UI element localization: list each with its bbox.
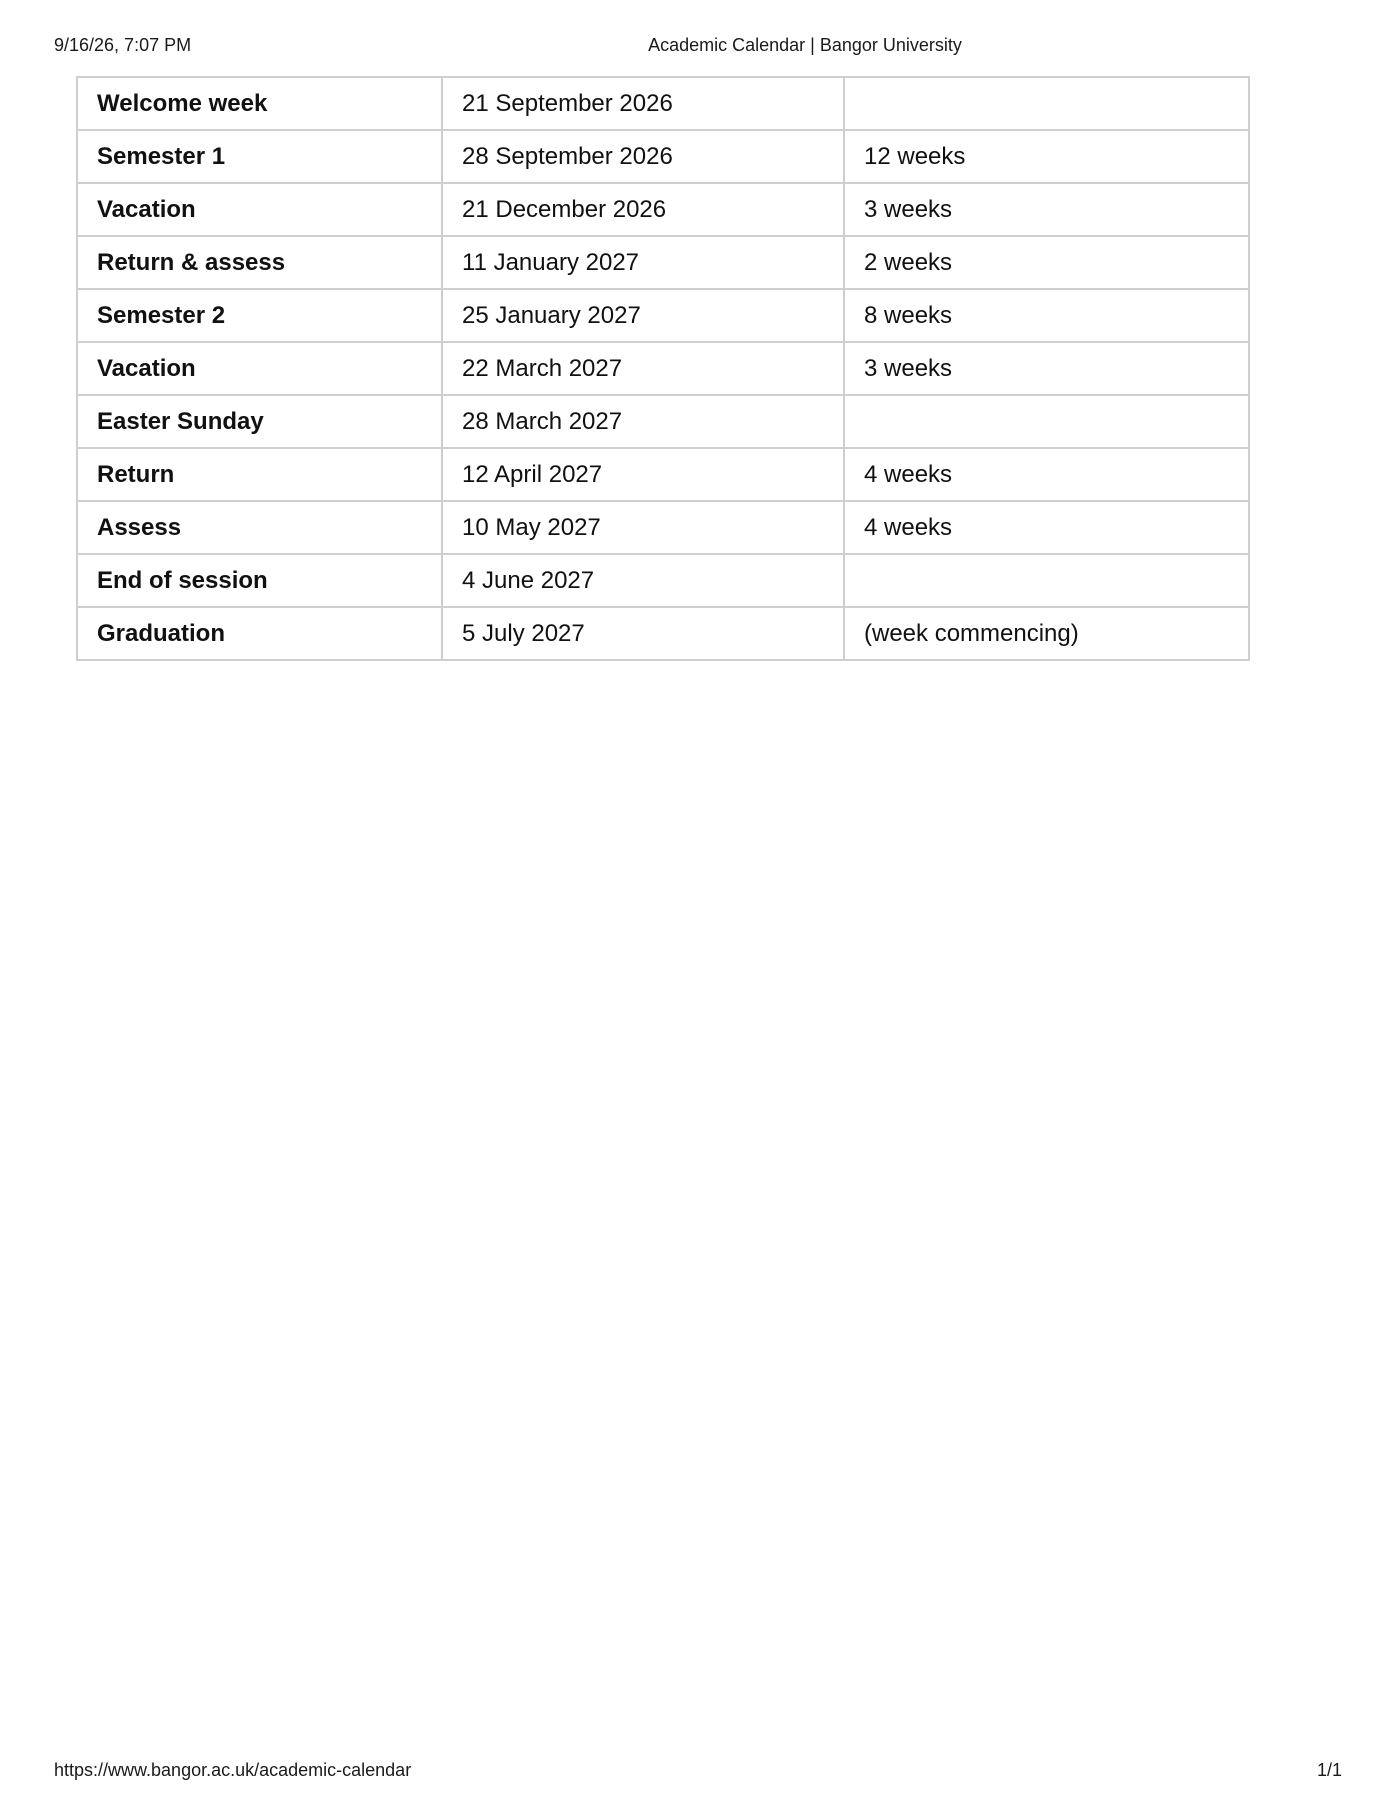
table-row [77,130,1249,183]
event-note [844,395,1249,448]
event-note [844,554,1249,607]
event-note: 3 weeks [844,342,1249,395]
print-url: https://www.bangor.ac.uk/academic-calendar [54,1760,412,1780]
table-row [77,448,1249,501]
event-date: 22 March 2027 [442,342,844,395]
table-row [77,554,1249,607]
event-date: 25 January 2027 [442,289,844,342]
event-label: Return [77,448,442,501]
table-row [77,77,1249,130]
event-date: 21 September 2026 [442,77,844,130]
event-date: 21 December 2026 [442,183,844,236]
event-note: 4 weeks [844,448,1249,501]
event-note: 12 weeks [844,130,1249,183]
event-label: Semester 2 [77,289,442,342]
event-label: Graduation [77,607,442,660]
event-note: 4 weeks [844,501,1249,554]
table-row [77,342,1249,395]
event-label: Semester 1 [77,130,442,183]
event-date: 11 January 2027 [442,236,844,289]
event-label: Easter Sunday [77,395,442,448]
table-row [77,289,1249,342]
event-label: Vacation [77,183,442,236]
print-page-number: 1/1 [1316,1760,1342,1780]
table-row [77,607,1249,660]
print-page-title: Academic Calendar | Bangor University [648,35,962,55]
table-row [77,236,1249,289]
event-date: 10 May 2027 [442,501,844,554]
event-date: 28 September 2026 [442,130,844,183]
event-label: Return & assess [77,236,442,289]
table-row [77,183,1249,236]
event-date: 4 June 2027 [442,554,844,607]
event-date: 5 July 2027 [442,607,844,660]
table-row [77,501,1249,554]
academic-calendar-table [76,76,1250,661]
table-row [77,395,1249,448]
event-label: Welcome week [77,77,442,130]
event-note: 2 weeks [844,236,1249,289]
print-datetime: 9/16/26, 7:07 PM [54,35,192,55]
event-note [844,77,1249,130]
event-label: End of session [77,554,442,607]
event-date: 28 March 2027 [442,395,844,448]
event-note: 3 weeks [844,183,1249,236]
event-label: Vacation [77,342,442,395]
event-label: Assess [77,501,442,554]
event-date: 12 April 2027 [442,448,844,501]
event-note: 8 weeks [844,289,1249,342]
event-note: (week commencing) [844,607,1249,660]
